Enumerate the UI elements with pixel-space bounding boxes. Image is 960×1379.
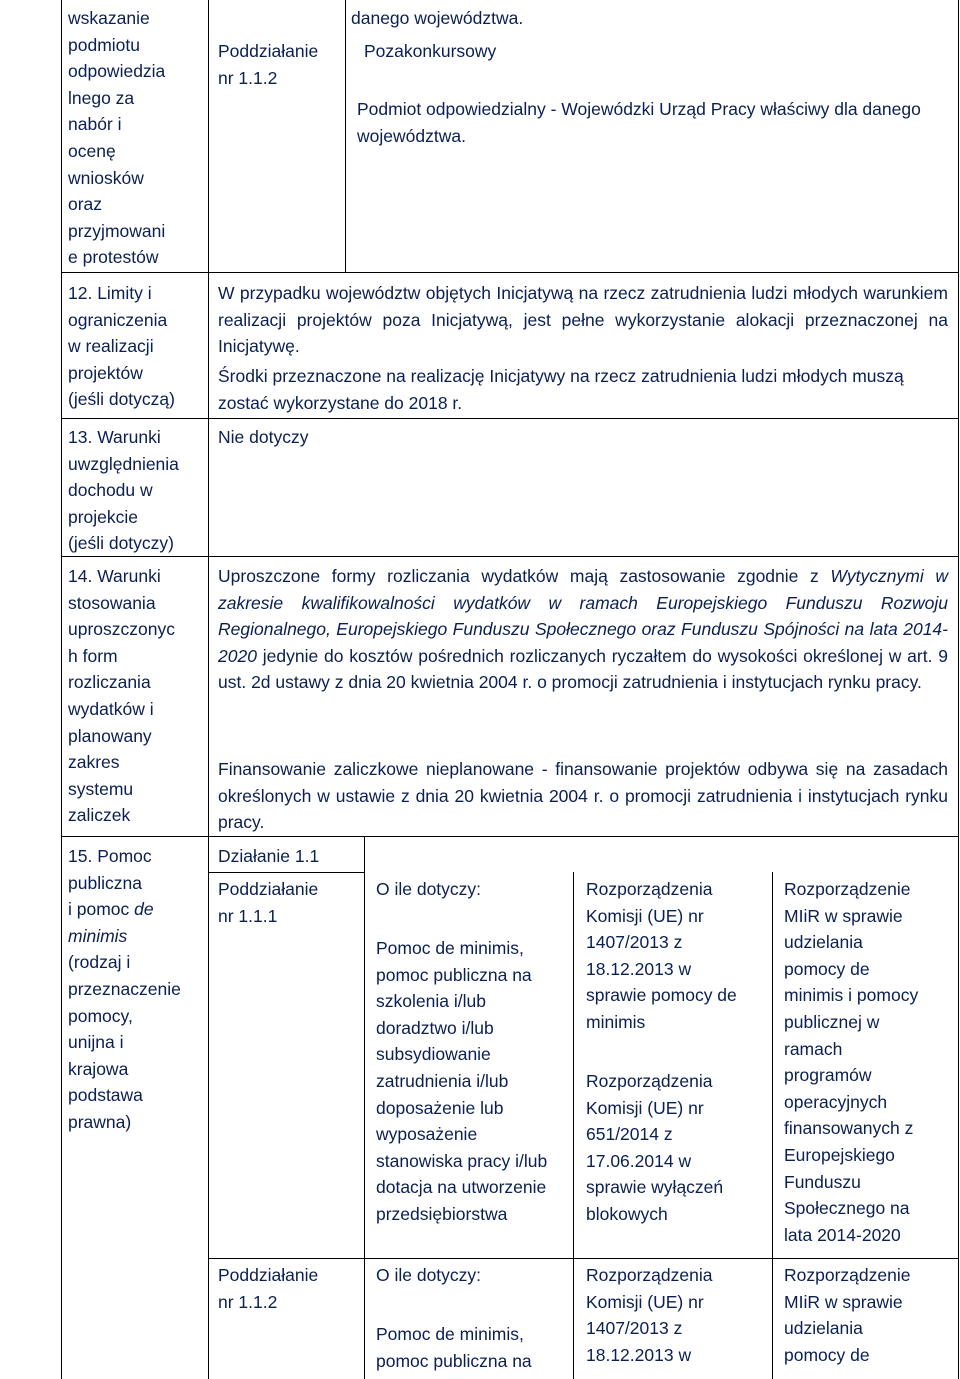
reg-line: udzielania <box>784 932 863 953</box>
row12-paragraph-2: Środki przeznaczone na realizację Inicjatywy na rzecz zatrudnienia ludzi młodych muszą zostać wykorzystane do 2018 r. <box>218 366 904 413</box>
reg-line: MIiR w sprawie <box>784 905 903 926</box>
sub1-aid-type: Pomoc de minimis, pomoc publiczna na szkolenia i/lub doradztwo i/lub subsydiowanie zatrudnienia i/lub doposażenie lub wyposażenie stanowiska pracy i/lub dotacja na utworzenie przedsiębiorstwa <box>376 938 548 1224</box>
reg-line: blokowych <box>586 1203 668 1224</box>
reg-line: MIiR w sprawie <box>784 1291 903 1312</box>
row11-label-line: ocenę <box>68 140 116 161</box>
row13-label-line: (jeśli dotyczy) <box>68 533 174 554</box>
row14-label-line: h form <box>68 645 118 666</box>
row15-label-line: minimis <box>68 925 128 946</box>
reg-line: Rozporządzenia <box>586 1071 713 1091</box>
row14-p1-text: Uproszczone formy rozliczania wydatków mają zastosowanie zgodnie z <box>218 566 831 586</box>
reg-line: finansowanych z <box>784 1118 914 1139</box>
row13-label-line: 13. Warunki <box>68 427 161 447</box>
row15-col-divider-2 <box>573 872 574 1379</box>
sub-label-line: nr 1.1.1 <box>218 905 278 926</box>
reg-line: Społecznego na <box>784 1198 910 1219</box>
row14-label <box>68 563 206 829</box>
reg-line: Rozporządzenie <box>784 879 911 899</box>
row14-label-line: 14. Warunki <box>68 566 161 586</box>
row14-paragraph-2: Finansowanie zaliczkowe nieplanowane - finansowanie projektów odbywa się na zasadach określonych w ustawie z dnia 20 kwietnia 2004 r. o promocji zatrudnienia i instytucjach rynku pracy. <box>218 759 948 833</box>
row15-col-divider-3 <box>772 872 773 1379</box>
sub2-national-regulation <box>784 1262 954 1368</box>
row15-label-line: podstawa <box>68 1085 143 1106</box>
reg-line: publicznej w <box>784 1011 880 1032</box>
row12-paragraph-1: W przypadku województw objętych Inicjatywą na rzecz zatrudnienia ludzi młodych warunkiem realizacji projektów poza Inicjatywą, jest pełne wykorzystanie alokacji przeznaczonej na Inicjatywę. <box>218 283 948 357</box>
row13-label-line: dochodu w <box>68 480 153 501</box>
row11-top-fragment: danego województwa. <box>351 8 524 28</box>
reg-line: Funduszu <box>784 1171 861 1192</box>
sub1-eu-regulation-1 <box>586 876 771 1036</box>
row14-p1-text: jedynie do kosztów pośrednich rozliczanych ryczałtem do wysokości określonej w art. 9 ust. 2d ustawy z dnia 20 kwietnia 2004 r. o promocji zatrudnienia i instytucjach rynku pracy. <box>218 645 948 693</box>
row11-label-line: podmiotu <box>68 34 140 55</box>
row15-label-line: pomocy, <box>68 1005 133 1026</box>
sub1-condition: O ile dotyczy: <box>376 879 482 899</box>
sub-label-line: Poddziałanie <box>218 879 319 899</box>
reg-line: 1407/2013 z <box>586 932 683 953</box>
reg-line: Komisji (UE) nr <box>586 1097 704 1118</box>
inner-divider-row11 <box>345 0 346 272</box>
row11-responsible: Podmiot odpowiedzialny - Wojewódzki Urząd Pracy właściwy dla danego województwa. <box>357 99 921 146</box>
reg-line: pomocy de <box>784 958 870 979</box>
row14-label-line: planowany <box>68 725 152 746</box>
sub-label-line: nr 1.1.2 <box>218 67 278 88</box>
row12-label-line: w realizacji <box>68 336 154 357</box>
sub1-eu-regulation-2 <box>586 1068 771 1228</box>
aid-line: Pomoc de minimis, <box>376 1324 524 1344</box>
row14-label-line: zaliczek <box>68 805 131 826</box>
table-border-right <box>958 0 959 1379</box>
sub-label-line: Poddziałanie <box>218 1265 319 1285</box>
row15-label-line: krajowa <box>68 1058 129 1079</box>
sub-label-line: Poddziałanie <box>218 41 319 61</box>
row14-paragraph-1 <box>218 563 948 696</box>
reg-line: Europejskiego <box>784 1144 895 1165</box>
row15-col-divider-1 <box>364 836 365 1379</box>
table-border-left <box>61 0 62 1379</box>
reg-line: Komisji (UE) nr <box>586 1291 704 1312</box>
sub2-condition: O ile dotyczy: <box>376 1265 482 1285</box>
sub2-aid-type <box>376 1321 562 1374</box>
row15-label-line: 15. Pomoc <box>68 846 152 866</box>
row11-label-line: przyjmowani <box>68 220 166 241</box>
row11-label-line: wskazanie <box>68 8 150 28</box>
reg-line: 17.06.2014 w <box>586 1150 692 1171</box>
sub-label-line: nr 1.1.2 <box>218 1291 278 1312</box>
row15-dzialanie: Działanie 1.1 <box>218 846 320 866</box>
sub2-label <box>218 1262 358 1315</box>
row14-label-line: stosowania <box>68 592 156 613</box>
row15-label-line: publiczna <box>68 872 142 893</box>
row13-value: Nie dotyczy <box>218 427 309 447</box>
reg-line: programów <box>784 1065 872 1086</box>
row-divider-12 <box>61 272 959 273</box>
row15-label-line <box>68 896 206 923</box>
row15-label-italic: de <box>134 899 154 920</box>
row15-label <box>68 843 206 1136</box>
row11-label-line: lnego za <box>68 87 135 108</box>
row14-label-line: uproszczonyc <box>68 619 175 640</box>
reg-line: minimis <box>586 1011 646 1032</box>
reg-line: Rozporządzenia <box>586 879 713 899</box>
reg-line: Komisji (UE) nr <box>586 905 704 926</box>
reg-line: 18.12.2013 w <box>586 1344 692 1365</box>
row11-label-line: nabór i <box>68 114 122 135</box>
row15-divider-sub2 <box>208 1258 959 1259</box>
row14-label-line: wydatków i <box>68 698 154 719</box>
row11-label-line: e protestów <box>68 247 159 268</box>
reg-line: lata 2014-2020 <box>784 1224 901 1245</box>
reg-line: Rozporządzenia <box>586 1265 713 1285</box>
row13-label <box>68 424 206 557</box>
row11-label-line: oraz <box>68 194 103 215</box>
row12-label <box>68 280 206 413</box>
row14-label-line: rozliczania <box>68 672 151 693</box>
row15-label-line: przeznaczenie <box>68 978 181 999</box>
row15-label-line: prawna) <box>68 1111 132 1132</box>
row11-label <box>68 5 206 271</box>
reg-line: minimis i pomocy <box>784 985 919 1006</box>
row12-label-line: projektów <box>68 362 143 383</box>
row13-label-line: projekcie <box>68 506 139 527</box>
row15-divider-dzialanie <box>208 872 364 873</box>
row-divider-15 <box>61 836 959 837</box>
reg-line: 1407/2013 z <box>586 1318 683 1339</box>
reg-line: pomocy de <box>784 1344 870 1365</box>
row15-label-line: unijna i <box>68 1032 124 1053</box>
row14-label-line: systemu <box>68 778 134 799</box>
column-divider <box>208 0 209 1379</box>
reg-line: ramach <box>784 1038 843 1059</box>
reg-line: 651/2014 z <box>586 1124 673 1145</box>
row12-label-line: 12. Limity i <box>68 283 152 303</box>
row12-label-line: (jeśli dotyczą) <box>68 389 175 410</box>
row12-label-line: ograniczenia <box>68 309 168 330</box>
row14-label-line: zakres <box>68 752 120 773</box>
row11-mode: Pozakonkursowy <box>364 41 497 61</box>
row15-label-text: i pomoc <box>68 899 135 920</box>
row11-label-line: wniosków <box>68 167 144 188</box>
row13-label-line: uwzględnienia <box>68 453 179 474</box>
row-divider-13 <box>61 418 959 419</box>
reg-line: Rozporządzenie <box>784 1265 911 1285</box>
reg-line: sprawie wyłączeń <box>586 1177 724 1198</box>
reg-line: sprawie pomocy de <box>586 985 737 1006</box>
aid-line: pomoc publiczna na <box>376 1350 532 1371</box>
sub1-label <box>218 876 358 929</box>
reg-line: operacyjnych <box>784 1091 888 1112</box>
row14-p1-guidelines-italic: Wytycznymi w zakresie kwalifikowalności wydatków w ramach Europejskiego Funduszu Rozwoju Regionalnego, Europejskiego Funduszu Społecznego oraz Funduszu Spójności na lata 2014-2020 <box>218 566 948 666</box>
sub2-eu-regulation-1 <box>586 1262 771 1368</box>
sub1-national-regulation <box>784 876 954 1248</box>
row15-label-line: (rodzaj i <box>68 952 131 973</box>
reg-line: 18.12.2013 w <box>586 958 692 979</box>
row11-sub-label <box>218 38 343 91</box>
row11-label-line: odpowiedzia <box>68 61 166 82</box>
reg-line: udzielania <box>784 1318 863 1339</box>
